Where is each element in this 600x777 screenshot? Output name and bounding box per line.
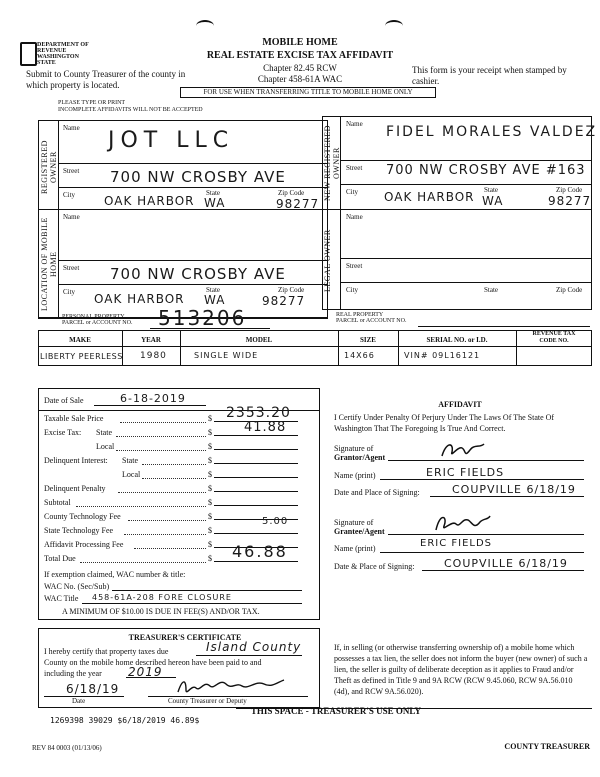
state-tech-dollar: $ <box>208 526 212 535</box>
lo-state-label: State <box>484 286 498 294</box>
treasurer-signer-label: County Treasurer or Deputy <box>168 697 247 705</box>
print-note <box>58 100 203 114</box>
col-make: MAKE <box>69 336 91 344</box>
ro-zip-value: 98277 <box>276 197 320 211</box>
col-year: YEAR <box>141 336 161 344</box>
punch-mark-left <box>196 20 214 32</box>
wac-title-label: WAC Title <box>44 594 79 603</box>
date-of-sale-label: Date of Sale <box>44 396 84 405</box>
nro-street-value: 700 NW CROSBY AVE #163 <box>386 163 586 178</box>
grantor-name-label: Name (print) <box>334 471 376 480</box>
total-value: 46.88 <box>232 542 288 561</box>
taxable-label: Taxable Sale Price <box>44 414 104 423</box>
ro-name-value: JOT LLC <box>108 128 235 153</box>
ro-city-label: City <box>63 191 76 199</box>
delinquent-interest-label: Delinquent Interest: <box>44 456 108 465</box>
serial-value: VIN# 09L16121 <box>404 351 481 360</box>
real-parcel-label-2: PARCEL or ACCOUNT NO. <box>336 318 407 324</box>
loc-city-value: OAK HARBOR <box>94 292 185 306</box>
grantor-sig-label-2: Grantor/Agent <box>334 453 386 462</box>
nro-street-label: Street <box>346 164 363 172</box>
real-parcel-label-1: REAL PROPERTY <box>336 312 384 318</box>
col-serial: SERIAL NO. or I.D. <box>426 336 488 344</box>
chapter-rcw: Chapter 82.45 RCW <box>263 63 337 73</box>
col-revenue-code <box>516 331 592 345</box>
excise-local-label: Local <box>96 442 115 451</box>
personal-parcel-label <box>62 314 132 326</box>
receipt-stamp: 1269398 39029 $6/18/2019 46.89$ <box>50 716 200 725</box>
col-revenue-code-2: CODE NO. <box>539 338 569 344</box>
nro-zip-label: Zip Code <box>556 186 583 194</box>
grantor-name-value: ERIC FIELDS <box>426 466 505 479</box>
chapter-wac: Chapter 458-61A WAC <box>257 74 343 84</box>
excise-label: Excise Tax: <box>44 428 82 437</box>
excise-state-dollar: $ <box>208 428 212 437</box>
loc-street-value: 700 NW CROSBY AVE <box>110 265 286 283</box>
col-size: SIZE <box>360 336 376 344</box>
ro-zip-label: Zip Code <box>278 189 305 197</box>
loc-zip-label: Zip Code <box>278 286 305 294</box>
treasurer-county-value: Island County <box>206 640 302 654</box>
nro-name-value: FIDEL MORALES VALDEZ <box>386 124 598 140</box>
dor-logo <box>20 42 90 66</box>
punch-mark-right <box>385 20 403 32</box>
receipt-note: This form is your receipt when stamped by cashier. <box>412 65 567 86</box>
ro-city-value: OAK HARBOR <box>104 194 195 208</box>
subtotal-dollar: $ <box>208 498 212 507</box>
grantee-place-value: COUPVILLE 6/18/19 <box>444 557 568 570</box>
year-value: 1980 <box>140 351 167 361</box>
legal-owner-section-label: LEGAL OWNER <box>323 229 332 293</box>
nro-zip-value: 98277 <box>548 194 592 208</box>
loc-street-label: Street <box>63 264 80 272</box>
total-label: Total Due <box>44 554 76 563</box>
grantee-sig-label <box>334 518 385 536</box>
lo-street-label: Street <box>346 262 363 270</box>
lo-zip-label: Zip Code <box>556 286 583 294</box>
lo-city-label: City <box>346 286 359 294</box>
ro-state-label: State <box>206 189 220 197</box>
submit-note: Submit to County Treasurer of the county in which property is located. <box>26 69 186 90</box>
real-parcel-label <box>336 312 406 324</box>
transfer-note: FOR USE WHEN TRANSFERRING TITLE TO MOBILE HOME ONLY <box>180 87 436 98</box>
personal-parcel-label-1: PERSONAL PROPERTY <box>62 314 125 320</box>
grantor-place-label: Date and Place of Signing: <box>334 488 420 497</box>
di-state-label: State <box>122 456 138 465</box>
loc-city-label: City <box>63 288 76 296</box>
affidavit-title: AFFIDAVIT <box>438 400 482 409</box>
di-local-label: Local <box>122 470 141 479</box>
grantee-name-value: ERIC FIELDS <box>420 538 493 549</box>
print-note-line2: INCOMPLETE AFFIDAVITS WILL NOT BE ACCEPTED <box>58 107 203 113</box>
col-model: MODEL <box>245 336 273 344</box>
state-tech-label: State Technology Fee <box>44 526 114 535</box>
model-value: SINGLE WIDE <box>194 351 259 360</box>
make-value: LIBERTY PEERLESS <box>40 352 123 361</box>
treasurer-line1: I hereby certify that property taxes due <box>44 647 169 656</box>
taxable-dollar: $ <box>208 414 212 423</box>
print-note-line1: PLEASE TYPE OR PRINT <box>58 100 126 106</box>
form-title-line1: MOBILE HOME <box>262 37 338 48</box>
size-value: 14X66 <box>344 351 375 360</box>
wac-no-label: WAC No. (Sec/Sub) <box>44 582 110 591</box>
grantee-sig-label-1: Signature of <box>334 518 374 527</box>
nro-state-value: WA <box>482 194 504 208</box>
personal-parcel-label-2: PARCEL or ACCOUNT NO. <box>62 320 133 326</box>
taxable-value: 2353.20 <box>226 405 291 421</box>
copy-label: COUNTY TREASURER <box>504 742 590 751</box>
treasurer-use-only: THIS SPACE - TREASURER'S USE ONLY <box>250 706 422 716</box>
treasurer-date-label: Date <box>72 697 86 705</box>
excise-state-label: State <box>96 428 112 437</box>
penalty-dollar: $ <box>208 484 212 493</box>
form-number: REV 84 0003 (01/13/06) <box>32 744 102 752</box>
state-tech-value: 5.00 <box>262 516 289 527</box>
registered-owner-section-label: REGISTERED OWNER <box>40 140 58 194</box>
location-section-label: LOCATION OF MOBILE HOME <box>40 217 58 311</box>
total-dollar: $ <box>208 554 212 563</box>
ro-street-label: Street <box>63 167 80 175</box>
col-revenue-code-1: REVENUE TAX <box>532 331 576 337</box>
ro-state-value: WA <box>204 196 226 210</box>
exemption-label: If exemption claimed, WAC number & title: <box>44 570 186 579</box>
dor-logo-mark <box>20 42 37 66</box>
loc-state-label: State <box>206 286 220 294</box>
date-of-sale-value: 6-18-2019 <box>120 392 186 405</box>
grantee-sig-label-2: Grantee/Agent <box>334 527 385 536</box>
treasurer-date-value: 6/18/19 <box>66 682 120 696</box>
county-tech-label: County Technology Fee <box>44 512 121 521</box>
lo-name-label: Name <box>346 213 363 221</box>
grantor-sig-label <box>334 444 385 462</box>
treasurer-line3: including the year <box>44 669 102 678</box>
affidavit-fee-label: Affidavit Processing Fee <box>44 540 124 549</box>
personal-parcel-value: 513206 <box>158 306 247 330</box>
wac-title-value: 458-61A-208 FORE CLOSURE <box>92 593 232 602</box>
subtotal-label: Subtotal <box>44 498 71 507</box>
ro-street-value: 700 NW CROSBY AVE <box>110 168 286 186</box>
new-owner-section-label: NEW REGISTERED OWNER <box>323 125 341 201</box>
affidavit-certify: I Certify Under Penalty Of Perjury Under The Laws Of The State Of Washington That The Foregoing Is True And Correct. <box>334 413 555 433</box>
treasurer-title: TREASURER'S CERTIFICATE <box>128 633 242 642</box>
ro-name-label: Name <box>63 124 80 132</box>
grantee-place-label: Date & Place of Signing: <box>334 562 415 571</box>
loc-zip-value: 98277 <box>262 294 306 308</box>
nro-name-label: Name <box>346 120 363 128</box>
loc-name-label: Name <box>63 213 80 221</box>
nro-city-value: OAK HARBOR <box>384 190 475 204</box>
grantor-place-value: COUPVILLE 6/18/19 <box>452 483 576 496</box>
nro-city-label: City <box>346 188 359 196</box>
excise-state-value: 41.88 <box>244 420 287 435</box>
affidavit-fee-dollar: $ <box>208 540 212 549</box>
treasurer-line2: County on the mobile home described hereon have been paid to and <box>44 658 262 667</box>
form-title-line2: REAL ESTATE EXCISE TAX AFFIDAVIT <box>206 50 394 61</box>
grantor-sig-label-1: Signature of <box>334 444 374 453</box>
grantee-name-label: Name (print) <box>334 544 376 553</box>
di-state-dollar: $ <box>208 456 212 465</box>
loc-state-value: WA <box>204 293 226 307</box>
lien-note: If, in selling (or otherwise transferring ownership of) a mobile home which possesses a tax lien, the seller does not inform the buyer (new owner) of such a lien, the seller is guilty of deliberate deception as it applies to Fraud and/or Theft as defined in Title 9 and 9A RCW (RCW 9.45.060, RCW 9A.56.010 (4d), and RCW 9A.56.020). <box>334 643 588 696</box>
di-local-dollar: $ <box>208 470 212 479</box>
dor-logo-text: DEPARTMENT OF REVENUE WASHINGTON STATE <box>37 42 89 66</box>
county-tech-dollar: $ <box>208 512 212 521</box>
nro-state-label: State <box>484 186 498 194</box>
minimum-note: A MINIMUM OF $10.00 IS DUE IN FEE(S) AND/OR TAX. <box>62 607 260 616</box>
excise-local-dollar: $ <box>208 442 212 451</box>
delinquent-penalty-label: Delinquent Penalty <box>44 484 106 493</box>
treasurer-year-value: 2019 <box>128 665 163 679</box>
